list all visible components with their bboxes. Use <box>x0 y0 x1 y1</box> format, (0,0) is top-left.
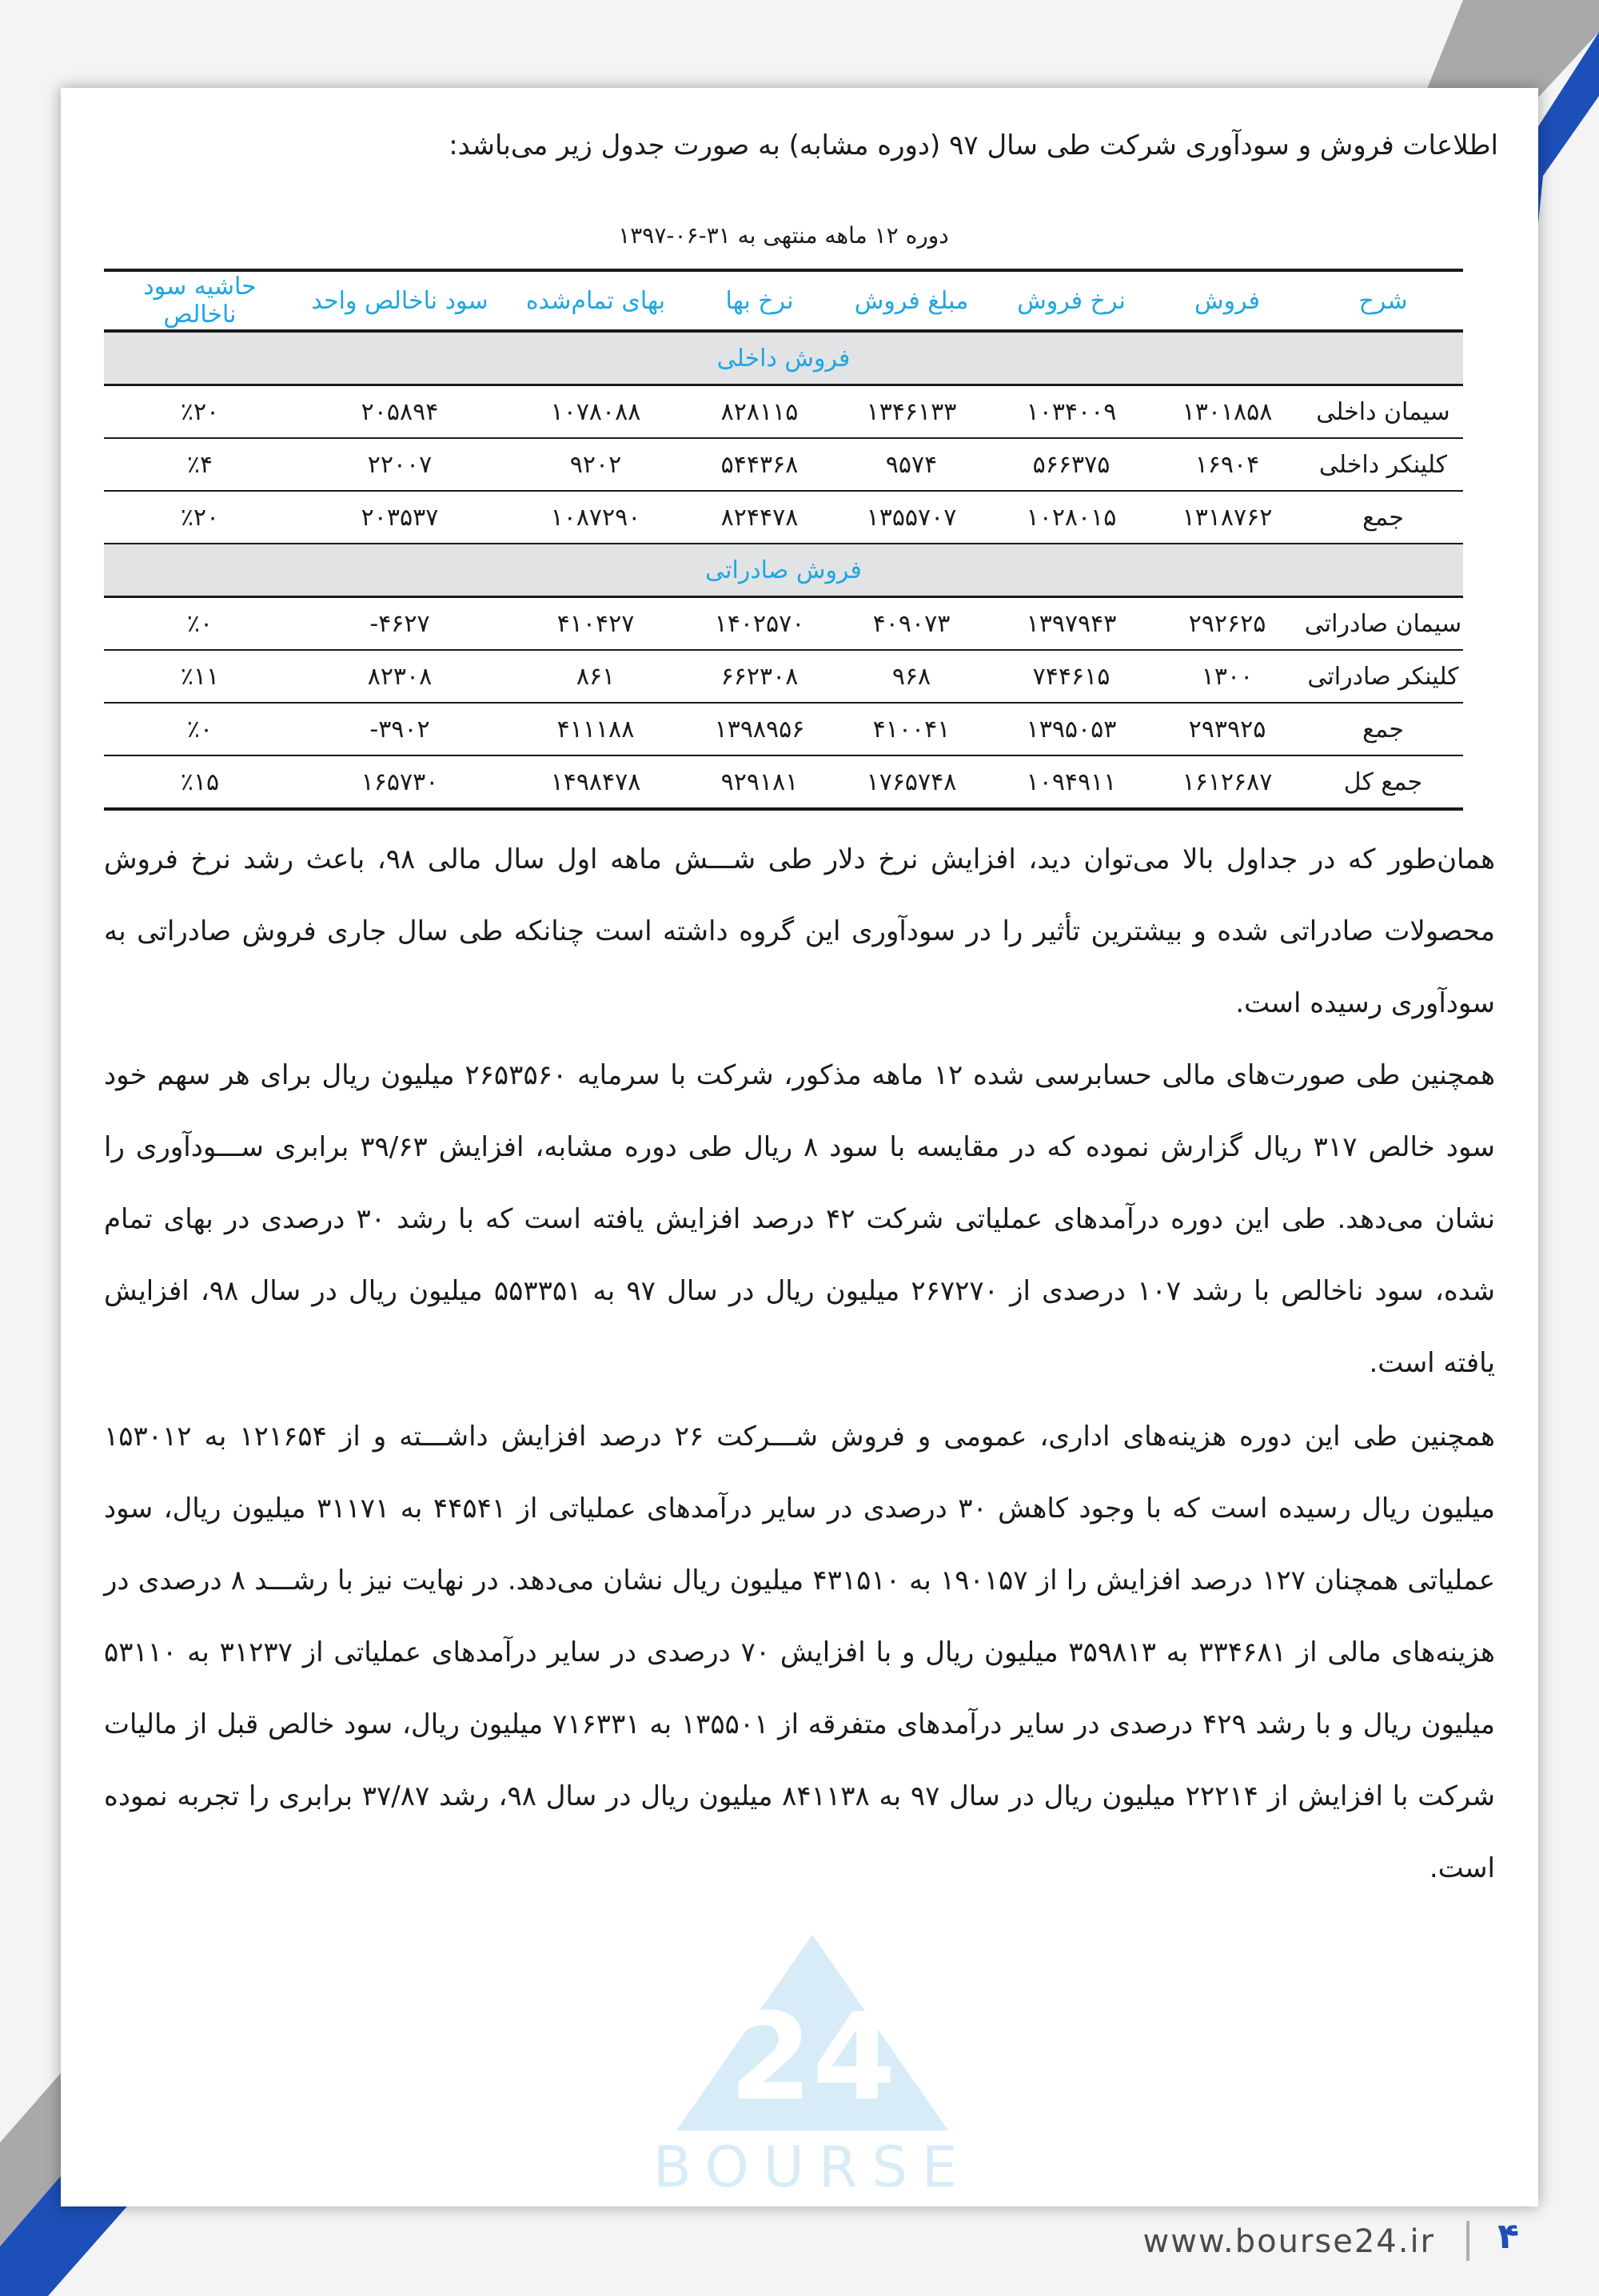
table-cell: ۱۳۹۵۰۵۳ <box>991 703 1151 755</box>
watermark-text: BOURSE <box>652 2135 972 2198</box>
table-cell: ۱۴۹۸۴۷۸ <box>504 755 688 809</box>
table-cell: جمع کل <box>1303 755 1463 809</box>
table-cell: ٪۰ <box>104 597 296 651</box>
section-label: فروش داخلی <box>104 331 1463 385</box>
bourse24-watermark-logo <box>652 1927 972 2198</box>
table-cell: ۱۳۰۰ <box>1151 650 1303 703</box>
table-cell: ۵۴۴۳۶۸ <box>688 438 831 491</box>
table-cell: ۸۲۴۴۷۸ <box>688 491 831 544</box>
section-row-domestic <box>104 331 1463 385</box>
header-description: شرح <box>1303 270 1463 331</box>
table-header-row <box>104 270 1463 331</box>
table-cell: ۱۰۷۸۰۸۸ <box>504 385 688 439</box>
table-cell: ۱۰۹۴۹۱۱ <box>991 755 1151 809</box>
table-cell: ۱۶۱۲۶۸۷ <box>1151 755 1303 809</box>
table-cell: ۱۶۹۰۴ <box>1151 438 1303 491</box>
table-cell: ۴۰۹۰۷۳ <box>831 597 991 651</box>
table-cell: ۱۷۶۵۷۴۸ <box>831 755 991 809</box>
table-cell: ۲۹۲۶۲۵ <box>1151 597 1303 651</box>
table-row <box>104 650 1463 703</box>
table-cell: ۱۰۸۷۲۹۰ <box>504 491 688 544</box>
table-cell: ۸۲۳۰۸ <box>296 650 504 703</box>
table-cell: ٪۲۰ <box>104 385 296 439</box>
table-cell: کلینکر داخلی <box>1303 438 1463 491</box>
page-number: ۴ <box>1497 2216 1519 2257</box>
table-cell: ۲۲۰۰۷ <box>296 438 504 491</box>
table-cell: ۸۲۸۱۱۵ <box>688 385 831 439</box>
table-caption: دوره ۱۲ ماهه منتهی به ۳۱-۰۶-۱۳۹۷ <box>618 222 949 249</box>
watermark-number: 24 <box>728 1988 896 2127</box>
table-cell: ۴۱۰۰۴۱ <box>831 703 991 755</box>
table-cell: ۱۳۹۸۹۵۶ <box>688 703 831 755</box>
table-row-grand-total <box>104 755 1463 809</box>
table-cell: ۸۶۱ <box>504 650 688 703</box>
table-cell: جمع <box>1303 491 1463 544</box>
header-sales: فروش <box>1151 270 1303 331</box>
table-cell: ٪۲۰ <box>104 491 296 544</box>
table-cell: ۲۹۳۹۲۵ <box>1151 703 1303 755</box>
header-sales-amount: مبلغ فروش <box>831 270 991 331</box>
table-row <box>104 438 1463 491</box>
table-cell: ٪۱۵ <box>104 755 296 809</box>
table-cell: ۱۳۰۱۸۵۸ <box>1151 385 1303 439</box>
header-gross-margin: حاشیه سود ناخالص <box>104 270 296 331</box>
table-cell: ۱۳۱۸۷۶۲ <box>1151 491 1303 544</box>
table-cell: جمع <box>1303 703 1463 755</box>
paragraph-export-growth: همان‌طور که در جداول بالا می‌توان دید، افزایش نرخ دلار طی شـــش ماهه اول سال مالی ۹۸، باعث رشد نرخ فروش محصولات صادراتی شده و بیشترین تأثیر را در سودآوری این گروه داشته است چنانکه طی سال جاری فروش صادراتی به سودآوری رسیده است. <box>104 843 1495 1019</box>
table-cell: ۱۳۵۵۷۰۷ <box>831 491 991 544</box>
table-cell: ۶۶۲۳۰۸ <box>688 650 831 703</box>
table-row-subtotal <box>104 703 1463 755</box>
table-cell: ٪۴ <box>104 438 296 491</box>
table-cell: ۱۳۴۶۱۳۳ <box>831 385 991 439</box>
table-cell: ۱۳۹۷۹۴۳ <box>991 597 1151 651</box>
table-cell: ۹۲۰۲ <box>504 438 688 491</box>
table-cell: ۲۰۵۸۹۴ <box>296 385 504 439</box>
table-cell: ۱۶۵۷۳۰ <box>296 755 504 809</box>
header-unit-gross-profit: سود ناخالص واحد <box>296 270 504 331</box>
table-cell: ۳۹۰۲- <box>296 703 504 755</box>
table-cell: ٪۱۱ <box>104 650 296 703</box>
table-cell: ۷۴۴۶۱۵ <box>991 650 1151 703</box>
table-row-subtotal <box>104 491 1463 544</box>
header-cost-of-sales: بهای تمام‌شده <box>504 270 688 331</box>
table-cell: ۴۶۲۷- <box>296 597 504 651</box>
section-row-export <box>104 544 1463 597</box>
footer-website[interactable]: www.bourse24.ir <box>1142 2223 1435 2260</box>
table-cell: ۱۰۳۴۰۰۹ <box>991 385 1151 439</box>
table-cell: ۴۱۱۱۸۸ <box>504 703 688 755</box>
sales-profit-table <box>104 269 1463 811</box>
document-page <box>61 88 1538 2206</box>
section-label: فروش صادراتی <box>104 544 1463 597</box>
table-cell: ٪۰ <box>104 703 296 755</box>
header-cost-rate: نرخ بها <box>688 270 831 331</box>
table-cell: ۹۶۸ <box>831 650 991 703</box>
table-row <box>104 597 1463 651</box>
paragraph-net-profit: همچنین طی صورت‌های مالی حسابرسی شده ۱۲ ماهه مذکور، شرکت با سرمایه ۲۶۵۳۵۶۰ میلیون ریال برای هر سهم خود سود خالص ۳۱۷ ریال گزارش نموده که در مقایسه با سود ۸ ریال طی دوره مشابه، افزایش ۳۹/۶۳ برابری ســـودآوری را نشان می‌دهد. طی این دوره درآمدهای عملیاتی شرکت ۴۲ درصد افزایش یافته است که با رشد ۳۰ درصدی در بهای تمام شده، سود ناخالص با رشد ۱۰۷ درصدی از ۲۶۷۲۷۰ میلیون ریال در سال ۹۷ به ۵۵۳۳۵۱ میلیون ریال در سال ۹۸، افزایش یافته است. <box>104 1059 1496 1379</box>
paragraph-expenses: همچنین طی این دوره هزینه‌های اداری، عمومی و فروش شـــرکت ۲۶ درصد افزایش داشـــته و از ۱۲۱۶۵۴ به ۱۵۳۰۱۲ میلیون ریال رسیده است که با وجود کاهش ۳۰ درصدی در سایر درآمدهای عملیاتی از ۴۴۵۴۱ به ۳۱۱۷۱ میلیون ریال، سود عملیاتی همچنان ۱۲۷ درصد افزایش را از ۱۹۰۱۵۷ به ۴۳۱۵۱۰ میلیون ریال نشان می‌دهد. در نهایت نیز با رشـــد ۸ درصدی در هزینه‌های مالی از ۳۳۴۶۸۱ به ۳۵۹۸۱۳ میلیون ریال و با افزایش ۷۰ درصدی در سایر درآمدهای عملیاتی از ۳۱۲۳۷ به ۵۳۱۱۰ میلیون ریال و با رشد ۴۲۹ درصدی در سایر درآمدهای متفرقه از ۱۳۵۵۰۱ به ۷۱۶۳۳۱ میلیون ریال، سود خالص قبل از مالیات شرکت با افزایش از ۲۲۲۱۴ میلیون ریال در سال ۹۷ به ۸۴۱۱۳۸ میلیون ریال در سال ۹۸، رشد ۳۷/۸۷ برابری را تجربه نموده است. <box>104 1421 1496 1884</box>
header-sales-rate: نرخ فروش <box>991 270 1151 331</box>
table-cell: ۹۲۹۱۸۱ <box>688 755 831 809</box>
table-cell: ۵۶۶۳۷۵ <box>991 438 1151 491</box>
intro-text: اطلاعات فروش و سودآوری شرکت طی سال ۹۷ (دوره مشابه) به صورت جدول زیر می‌باشد: <box>449 130 1498 161</box>
table-cell: سیمان صادراتی <box>1303 597 1463 651</box>
table-cell: ۱۰۲۸۰۱۵ <box>991 491 1151 544</box>
table-row <box>104 385 1463 439</box>
table-cell: سیمان داخلی <box>1303 385 1463 439</box>
table-cell: کلینکر صادراتی <box>1303 650 1463 703</box>
table-cell: ۹۵۷۴ <box>831 438 991 491</box>
table-cell: ۲۰۳۵۳۷ <box>296 491 504 544</box>
footer-separator <box>1466 2221 1469 2261</box>
table-cell: ۴۱۰۴۲۷ <box>504 597 688 651</box>
table-cell: ۱۴۰۲۵۷۰ <box>688 597 831 651</box>
